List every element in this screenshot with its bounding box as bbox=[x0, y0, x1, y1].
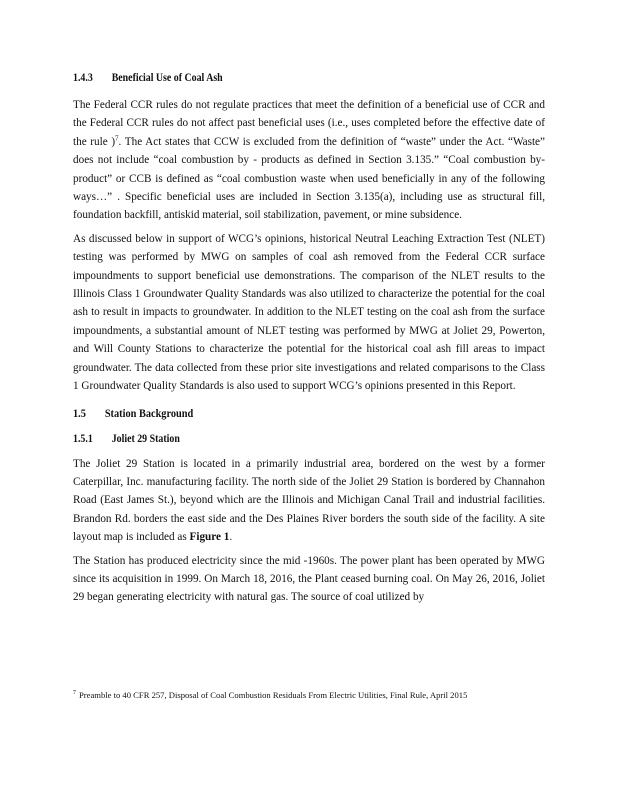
footnote bbox=[73, 687, 553, 701]
footnote-mark: 7 bbox=[73, 690, 76, 696]
section-number: 1.4.3 bbox=[73, 72, 93, 84]
section-heading-1-5 bbox=[73, 405, 479, 421]
page-body bbox=[73, 70, 545, 607]
section-number: 1.5.1 bbox=[73, 432, 93, 445]
figure-reference: Figure 1 bbox=[189, 531, 230, 544]
paragraph-text: . bbox=[229, 531, 233, 544]
joliet-paragraph-2: The Station has produced electricity since the mid -1960s. The power plant has been operated by MWG since its acquisition in 1999. On March 18, 2016, the Plant ceased burning coal. On May 26, 2016, Joliet 29 began generating electricity with natural gas. The source of coal utilized by bbox=[73, 554, 545, 604]
section-title: Joliet 29 Station bbox=[111, 432, 180, 445]
section-title: Station Background bbox=[104, 405, 194, 420]
section-heading-1-4-3 bbox=[73, 70, 479, 86]
section-heading-1-5-1 bbox=[73, 431, 479, 447]
paragraph-text: The Joliet 29 Station is located in a primarily industrial area, bordered on the west by a former Caterpillar, Inc. manufacturing facility. The north side of the Joliet 29 Station is bordered by Channahon Road (East James St.), beyond which are the Illinois and Michigan Canal Trail and industrial facilities. Brandon Rd. borders the east side and the Des Plaines River borders the south side of the facility. A site layout map is included as bbox=[73, 457, 545, 544]
section-number: 1.5 bbox=[73, 405, 86, 420]
footnote-text: Preamble to 40 CFR 257, Disposal of Coal Combustion Residuals From Electric Utilities, Final Rule, April 2015 bbox=[79, 689, 468, 700]
beneficial-use-paragraph-2: As discussed below in support of WCG’s opinions, historical Neutral Leaching Extraction Test (NLET) testing was performed by MWG on samples of coal ash removed from the Federal CCR surface impoundments to support beneficial use demonstrations. The comparison of the NLET results to the Illinois Class 1 Groundwater Quality Standards was also utilized to characterize the potential for the coal ash to result in impacts to groundwater. In addition to the NLET testing on the coal ash from the surface impoundments, a substantial amount of NLET testing was performed by MWG at Joliet 29, Powerton, and Will County Stations to characterize the potential for the historical coal ash fill areas to impact groundwater. The data collected from these prior site investigations and related comparisons to the Class 1 Groundwater Quality Standards is also used to support WCG’s opinions presented in this Report. bbox=[73, 232, 545, 393]
section-title: Beneficial Use of Coal Ash bbox=[111, 72, 223, 84]
joliet-paragraph-1 bbox=[73, 455, 545, 547]
paragraph-text: The Federal CCR rules do not regulate practices that meet the definition of a beneficial use of CCR and the Federal CCR rules do not affect past beneficial uses (i.e., uses completed before the effective date of the rule ) bbox=[73, 99, 545, 148]
beneficial-use-paragraph-1 bbox=[73, 96, 545, 225]
footnote-reference: 7 bbox=[115, 134, 119, 143]
paragraph-text: . The Act states that CCW is excluded from the definition of “waste” under the Act. “Waste” does not include “coal combustion by - products as defined in Section 3.135.” “Coal combustion by-product” or CCB is defined as “coal combustion waste when used beneficially in any of the following ways…” . Specific beneficial uses are included in Section 3.135(a), including use as structural fill, foundation backfill, antiskid material, soil stabilization, pavement, or mine subsidence. bbox=[73, 135, 545, 222]
